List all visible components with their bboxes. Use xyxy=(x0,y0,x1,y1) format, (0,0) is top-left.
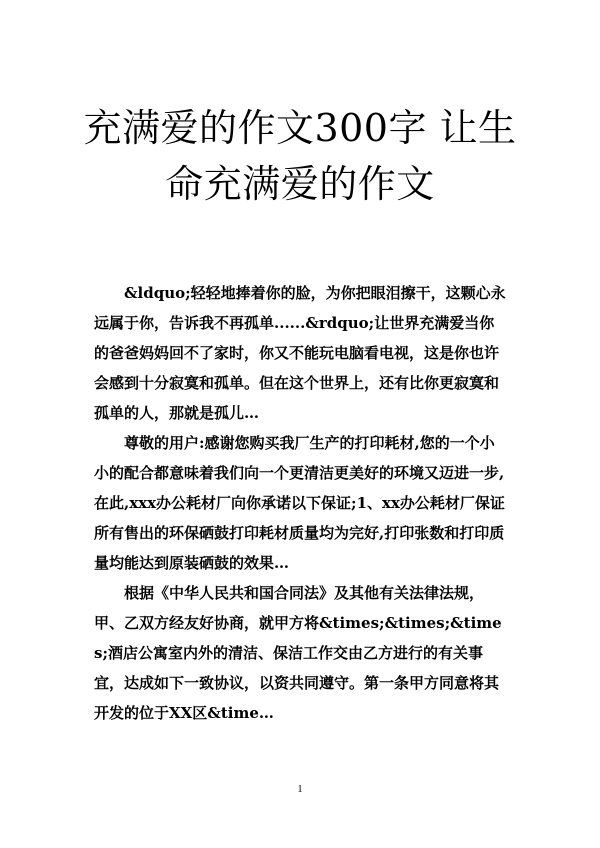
paragraph-cleaning-contract: 根据《中华人民共和国合同法》及其他有关法律法规，甲、乙双方经友好协商，就甲方将&times;&times;&times;酒店公寓室内外的清洁、保洁工作交由乙方进行的有关事宜，达成如下一致协议，以资共同遵守。第一条甲方同意将其开发的位于XX区&time… xyxy=(94,584,502,722)
document-body xyxy=(94,278,506,728)
page-number: 1 xyxy=(297,784,303,795)
paragraph-love-lyrics: &ldquo;轻轻地捧着你的脸，为你把眼泪擦干，这颗心永远属于你，告诉我不再孤单......&rdquo;让世界充满爱当你的爸爸妈妈回不了家时，你又不能玩电脑看电视，这是你也许会感到十分寂寞和孤单。但在这个世界上，还有比你更寂寞和孤单的人，那就是孤儿… xyxy=(94,284,506,422)
document-title: 充满爱的作文300字 让生命充满爱的作文 xyxy=(83,106,517,206)
paragraph-printer-consumables: 尊敬的用户:感谢您购买我厂生产的打印耗材,您的一个小小的配合都意味着我们向一个更清洁更美好的环境又迈进一步,在此,xxx办公耗材厂向你承诺以下保证;1、xx办公耗材厂保证所有售出的环保硒鼓打印耗材质量均为完好,打印张数和打印质量均能达到原装硒鼓的效果… xyxy=(94,434,505,572)
